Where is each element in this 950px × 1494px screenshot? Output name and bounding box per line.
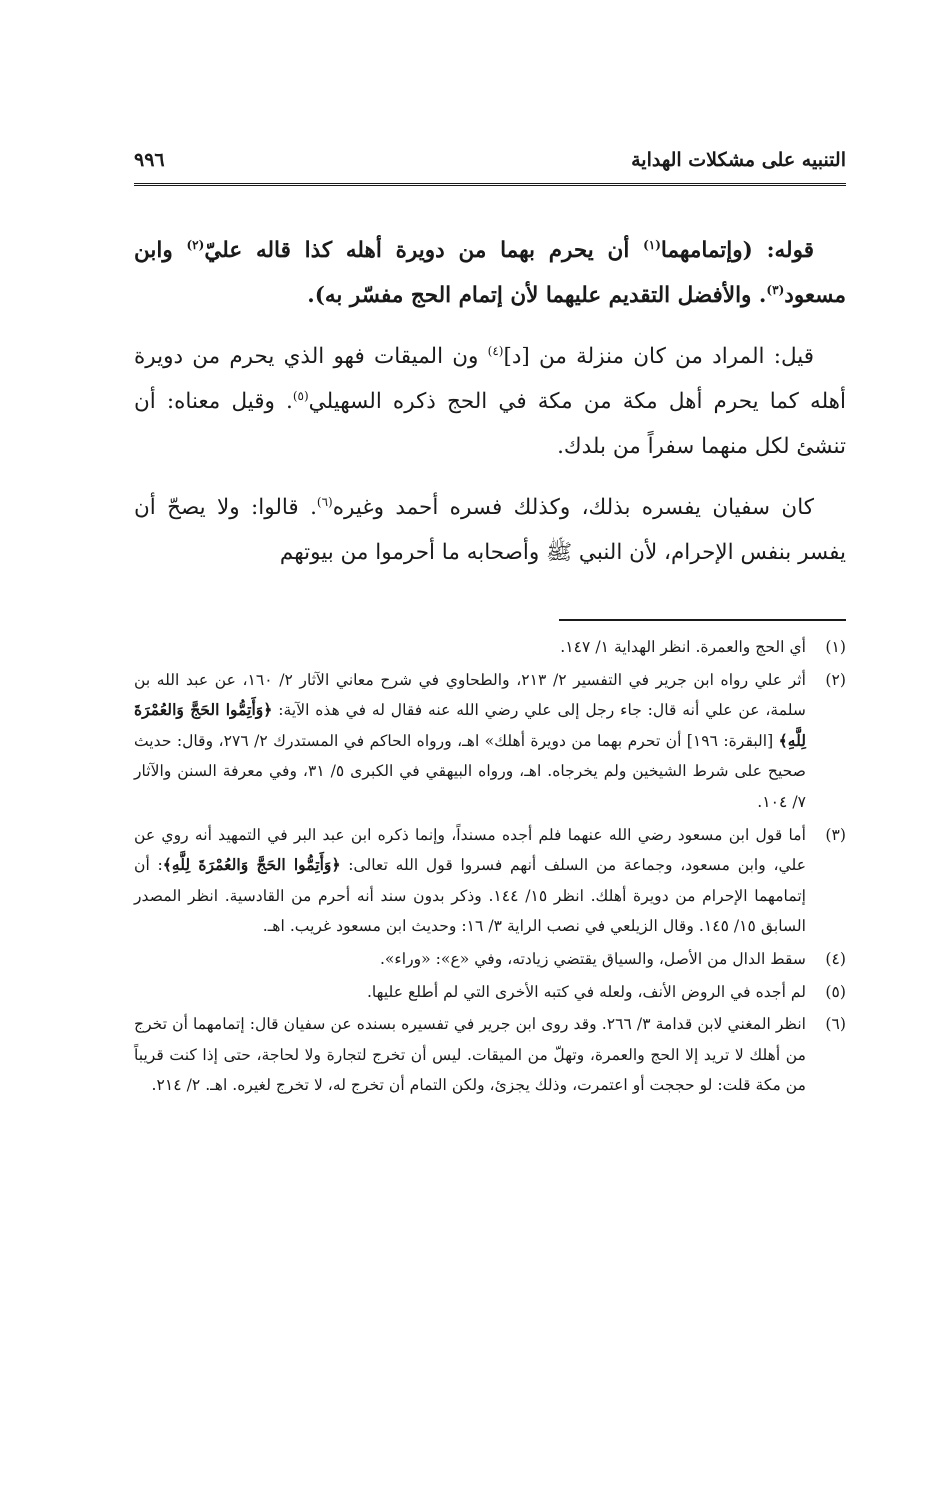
quran-verse: ﴿وَأَتِمُّوا الحَجَّ وَالعُمْرَةَ لِلَّهِ﴾ — [162, 855, 341, 875]
running-title: التنبيه على مشكلات الهداية — [631, 149, 846, 171]
footnote-2 — [134, 665, 846, 818]
footnote-ref-3[interactable]: (٣) — [766, 282, 785, 297]
footnote-ref-2[interactable]: (٢) — [186, 237, 205, 252]
footnote-text: سقط الدال من الأصل، والسياق يقتضي زيادته، وفي «ع»: «وراء». — [379, 949, 806, 968]
footnote-text: لم أجده في الروض الأنف، ولعله في كتبه الأخرى التي لم أطلع عليها. — [366, 982, 806, 1001]
footnote-number: (٣) — [825, 825, 846, 844]
main-text — [134, 228, 846, 591]
footnotes — [134, 632, 846, 1103]
footnote-text: انظر المغني لابن قدامة ٣/ ٢٦٦. وقد روى ابن جرير في تفسيره بسنده عن سفيان قال: إتمامهما أن تخرج من أهلك لا تريد إلا الحج والعمرة، وتهلّ من الميقات. ليس أن تخرج لتجارة ولا لحاجة، حتى إذا كنت قريباً من مكة قلت: لو حججت أو اعتمرت، وذلك يجزئ، ولكن التمام أن تخرج له، لا تخرج لغيره. اهـ. ٢/ ٢١٤. — [134, 1015, 806, 1095]
footnote-ref-1[interactable]: (١) — [643, 237, 661, 252]
footnote-number: (٢) — [825, 670, 846, 689]
footnote-number: (١) — [825, 638, 846, 656]
footnote-3 — [134, 820, 846, 942]
page-header — [134, 140, 846, 180]
paragraph-3: كان سفيان يفسره بذلك، وكذلك فسره أحمد وغيره$^{(٦)}$. قالوا: ولا يصحّ أن يفسر بنفس الإحرام، لأن النبي ﷺ وأصحابه ما أحرموا من بيوتهم — [134, 494, 846, 565]
footnote-separator — [559, 619, 846, 621]
paragraph-2: قيل: المراد من كان منزلة من [د]$^{(٤)}$ ون الميقات فهو الذي يحرم من دويرة أهله كما يحرم أهل مكة من مكة في الحج ذكره السهيلي$^{(٥)}$. وقيل معناه: أن تنشئ لكل منهما سفراً من بلدك. — [134, 343, 846, 459]
footnote-ref-5[interactable]: (٥) — [292, 388, 309, 403]
footnote-text: أي الحج والعمرة. انظر الهداية ١/ ١٤٧. — [560, 638, 806, 656]
paragraph-1: قوله: (وإتمامهما$^{(١)}$ أن يحرم بهما من دويرة أهله كذا قاله عليّ$^{(٢)}$ وابن مسعود$^{(٣)}$. والأفضل التقديم عليهما لأن إتمام الحج مفسّر به). — [134, 237, 846, 308]
footnote-5 — [134, 977, 846, 1008]
quran-verse: ﴿وَأَتِمُّوا الحَجَّ وَالعُمْرَةَ لِلَّهِ﴾ — [134, 700, 806, 750]
footnote-number: (٤) — [825, 949, 846, 968]
footnote-number: (٦) — [825, 1015, 846, 1034]
footnote-1 — [134, 632, 846, 663]
footnote-text: أثر علي رواه ابن جرير في التفسير ٢/ ٢١٣، والطحاوي في شرح معاني الآثار ٢/ ١٦٠، عن عبد الله بن سلمة، عن علي أنه قال: جاء رجل إلى علي رضي الله عنه فقال له في هذه الآية: ﴿وَأَتِمُّوا الحَجَّ وَالعُمْرَةَ لِلَّهِ﴾ [البقرة: ١٩٦] أن تحرم بهما من دويرة أهلك» اهـ، ورواه الحاكم في المستدرك ٢/ ٢٧٦، وقال: حديث صحيح على شرط الشيخين ولم يخرجاه. اهـ، ورواه البيهقي في الكبرى ٥/ ٣١، وفي معرفة السنن والآثار ٧/ ١٠٤. — [134, 670, 806, 811]
page-number: ٩٩٦ — [134, 149, 165, 171]
footnote-6 — [134, 1009, 846, 1101]
header-rule — [134, 183, 846, 186]
footnote-4 — [134, 944, 846, 975]
footnote-ref-6[interactable]: (٦) — [316, 494, 333, 509]
footnote-number: (٥) — [825, 982, 846, 1001]
footnote-text: أما قول ابن مسعود رضي الله عنهما فلم أجده مسنداً، وإنما ذكره ابن عبد البر في التمهيد أنه روي عن علي، وابن مسعود، وجماعة من السلف أنهم فسروا قول الله تعالى: ﴿وَأَتِمُّوا الحَجَّ وَالعُمْرَةَ لِلَّهِ﴾: أن إتمامهما الإحرام من دويرة أهلك. انظر ١٥/ ١٤٤. وذكر بدون سند أنه أحرم من القادسية. انظر المصدر السابق ١٥/ ١٤٥. وقال الزيلعي في نصب الراية ٣/ ١٦: وحديث ابن مسعود غريب. اهـ. — [134, 825, 807, 936]
footnote-ref-4[interactable]: (٤) — [487, 343, 504, 358]
